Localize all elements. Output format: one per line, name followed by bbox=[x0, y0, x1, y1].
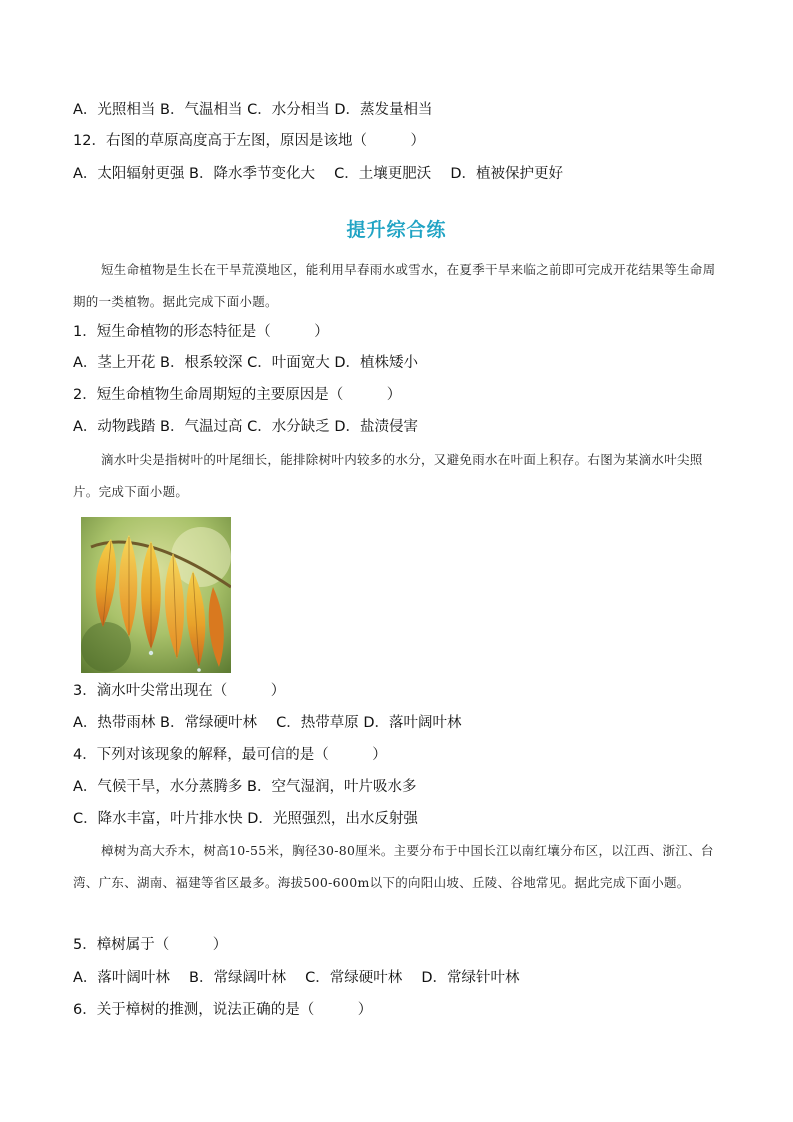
drip-tip-leaf-photo bbox=[81, 517, 231, 673]
passage-short-life-plants: 短生命植物是生长在干旱荒漠地区，能利用早春雨水或雪水，在夏季干旱来临之前即可完成开花结果等生命周期的一类植物。据此完成下面小题。 bbox=[73, 262, 716, 309]
q5-stem: 5．樟树属于（ ） bbox=[73, 937, 228, 953]
q6-stem: 6．关于樟树的推测，说法正确的是（ ） bbox=[73, 1002, 373, 1018]
q12-options: A．太阳辐射更强 B．降水季节变化大 C．土壤更肥沃 D．植被保护更好 bbox=[73, 166, 563, 182]
q2-options: A．动物践踏 B．气温过高 C．水分缺乏 D．盐渍侵害 bbox=[73, 419, 418, 435]
q4-stem: 4．下列对该现象的解释，最可信的是（ ） bbox=[73, 747, 387, 763]
q4-options-ab: A．气候干旱，水分蒸腾多 B．空气湿润，叶片吸水多 bbox=[73, 779, 417, 795]
q2-stem: 2．短生命植物生命周期短的主要原因是（ ） bbox=[73, 387, 402, 403]
section-heading: 提升综合练 bbox=[346, 219, 447, 241]
q3-options: A．热带雨林 B．常绿硬叶林 C．热带草原 D．落叶阔叶林 bbox=[73, 715, 462, 731]
q1-options: A．茎上开花 B．根系较深 C．叶面宽大 D．植株矮小 bbox=[73, 355, 418, 371]
q11-options: A．光照相当 B．气温相当 C．水分相当 D．蒸发量相当 bbox=[73, 102, 433, 118]
q5-options: A．落叶阔叶林 B．常绿阔叶林 C．常绿硬叶林 D．常绿针叶林 bbox=[73, 970, 520, 986]
q12-stem: 12．右图的草原高度高于左图，原因是该地（ ） bbox=[73, 133, 425, 149]
passage-drip-tip: 滴水叶尖是指树叶的叶尾细长，能排除树叶内较多的水分，又避免雨水在叶面上积存。右图为某滴水叶尖照片。完成下面小题。 bbox=[73, 452, 703, 499]
q3-stem: 3．滴水叶尖常出现在（ ） bbox=[73, 683, 286, 699]
q4-options-cd: C．降水丰富，叶片排水快 D．光照强烈，出水反射强 bbox=[73, 811, 418, 827]
passage-camphor: 樟树为高大乔木，树高10-55米，胸径30-80厘米。主要分布于中国长江以南红壤分布区，以江西、浙江、台湾、广东、湖南、福建等省区最多。海拔500-600m以下的向阳山坡、丘陵、谷地常见。据此完成下面小题。 bbox=[73, 843, 714, 890]
q1-stem: 1．短生命植物的形态特征是（ ） bbox=[73, 324, 329, 340]
